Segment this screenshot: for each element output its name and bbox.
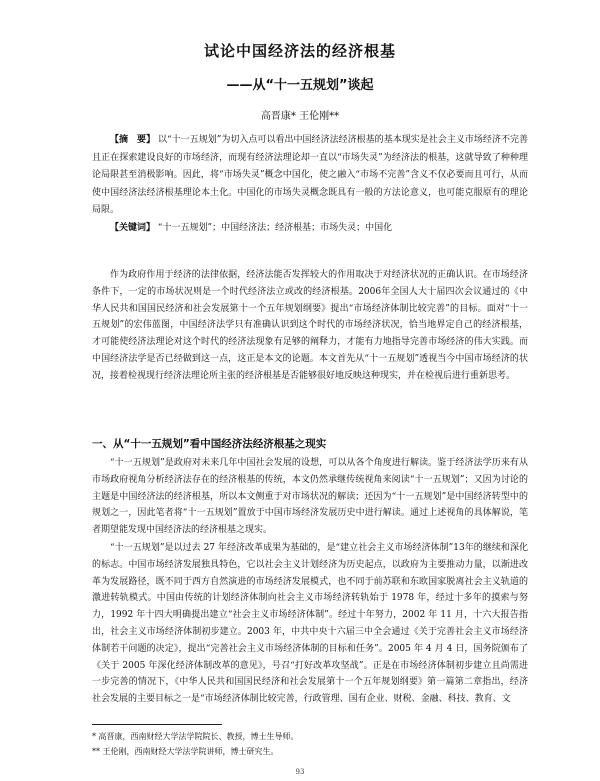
abstract-paragraph: [92, 132, 528, 220]
section1-paragraph-2: “十一五规划”是以过去 27 年经济改革成果为基础的，是“建立社会主义市场经济体制”13年的继续和深化的标志。中国市场经济发展独具特色，它以社会主义计划经济为历史起点，以政府为主要推动力量，以渐进改革为发展路径，既不同于西方自然演进的市场经济发展模式，也不同于前苏联和东欧国家脱离社会主义轨道的激进转轨模式。中国由传统的计划经济体制向社会主义市场经济转轨始于 1978 年，经过十多年的摸索与努力，1992 年十四大明确提出建立“社会主义市场经济体制”。经过十年努力，2002 年 11 月，十六大报告指出，社会主义市场经济体制初步建立。2003 年，中共中央十六届三中全会通过《关于完善社会主义市场经济体制若干问题的决定》，提出“完善社会主义市场经济体制的目标和任务”。2005 年 4 月 4 日，国务院颁布了《关于 2005 年深化经济体制改革的意见》，号召“打好改革攻坚战”。正是在市场经济体制初步建立且尚需进一步完善的情况下，《中华人民共和国国民经济和社会发展第十一个五年规划纲要》第一篇第二章指出，经济社会发展的主要目标之一是“市场经济体制比较完善，行政管理、国有企业、财税、金融、科技、教育、文: [92, 543, 528, 705]
section-heading-1: 一、从“十一五规划”看中国经济法经济根基之现实: [92, 438, 327, 450]
article-subtitle: ——从“十一五规划”谈起: [226, 78, 374, 93]
footnotes: [92, 729, 528, 759]
intro-paragraph: 作为政府作用于经济的法律依据，经济法能否发挥较大的作用取决于对经济状况的正确认识。在市场经济条件下，一定的市场状况则是一个时代经济法立或改的经济根基。2006年全国人大十届四次会议通过的《中华人民共和国国民经济和社会发展第十一个五年规划纲要》提出“市场经济体制比较完善”的目标。面对“十一五规划”的宏伟蓝图，中国经济法学只有准确认识到这个时代的市场经济状况，恰当地界定自己的经济根基，才可能使经济法理论对这个时代的经济法现象有足够的阐释力，才能有力地指导完善市场经济的伟大实践。而中国经济法学是否已经做到这一点，这正是本文的论题。本文首先从“十一五规划”透视当今中国市场经济的状况，接着检视现行经济法理论所主张的经济根基是否能够很好地反映这种现实，并在检视后进行重新思考。: [92, 270, 528, 381]
page-number: 93: [295, 768, 305, 776]
article-authors: 高晋康* 王伦刚**: [260, 111, 340, 122]
footnote-1: * 高晋康，西南财经大学法学院院长、教授，博士生导师。: [92, 732, 299, 741]
keywords-label: 【关键词】: [110, 222, 156, 233]
keywords-line: [92, 220, 528, 238]
section1-paragraph-1-block: [92, 455, 528, 539]
abstract-text: 以“十一五规划”为切入点可以看出中国经济法经济根基的基本现实是社会主义市场经济不完善且正在探索建设良好的市场经济，而现有经济法理论却一直以“市场失灵”为经济法的根基，这就导致了种种理论局限甚至消极影响。因此，将“市场失灵”概念中国化，使之融入“市场不完善”含义不仅必要而且可行，从而使中国经济法经济根基理论本土化。中国化的市场失灵概念既具有一般的方法论意义，也可能克服原有的理论局限。: [92, 135, 528, 215]
keywords-text: “十一五规划”；中国经济法；经济根基；市场失灵；中国化: [157, 222, 393, 233]
section1-paragraph-2-block: [92, 540, 528, 708]
abstract-block: [92, 132, 528, 237]
abstract-label: 【摘 要】: [110, 135, 156, 145]
footnote-divider: [92, 724, 222, 725]
footnote-2: ** 王伦刚，西南财经大学法学院讲师，博士研究生。: [92, 747, 279, 756]
article-title: 试论中国经济法的经济根基: [203, 42, 396, 60]
section1-paragraph-1: “十一五规划”是政府对未来几年中国社会发展的设想，可以从各个角度进行解读。鉴于经济法学历来有从市场政府视角分析经济法存在的经济根基的传统，本文仍然承继传统视角来阅读“十一五规划”；又因为讨论的主题是中国经济法的经济根基，所以本文侧重于对市场状况的解读；还因为“十一五规划”是中国经济转型中的规划之一，因此笔者将“十一五规划”置放于中国市场经济发展历史中进行解读。通过上述视角的具体解说，笔者期望能发现中国经济法的经济根基之现实。: [92, 458, 528, 536]
intro-section: [92, 267, 528, 385]
